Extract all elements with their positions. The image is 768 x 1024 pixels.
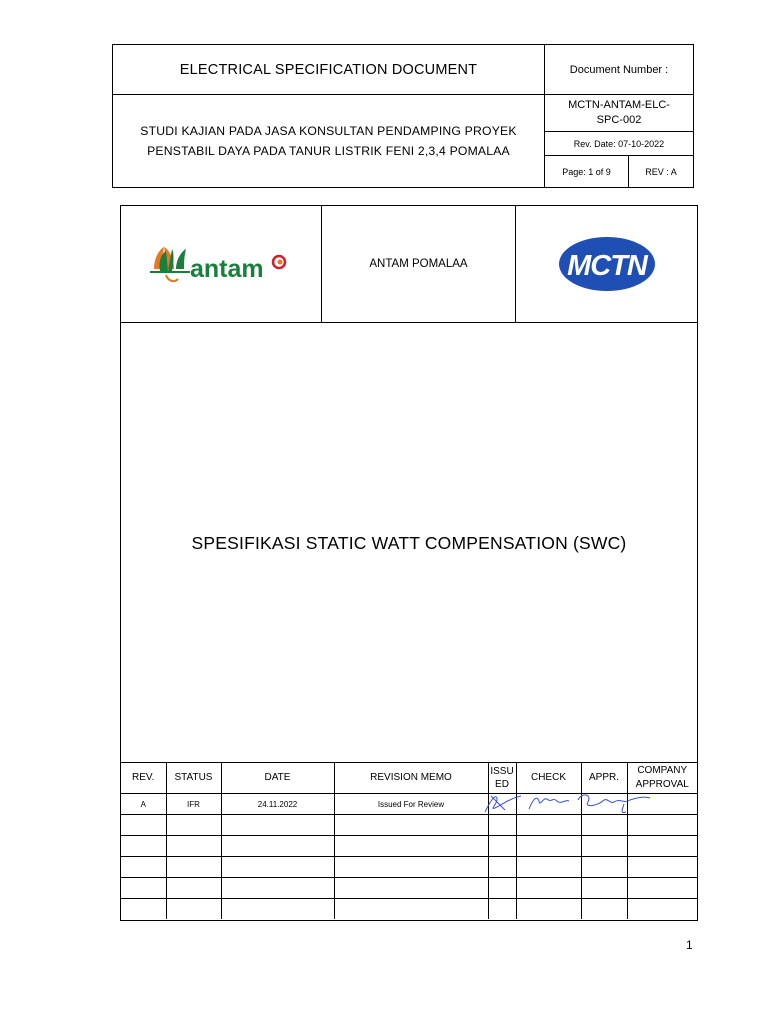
cell-empty <box>488 899 516 920</box>
table-row <box>121 794 697 815</box>
cell-empty <box>516 857 581 878</box>
cell-check-signature <box>516 794 581 815</box>
cell-empty <box>121 878 166 899</box>
cell-empty <box>221 857 334 878</box>
cell-empty <box>516 899 581 920</box>
cell-empty <box>488 857 516 878</box>
cell-date: 24.11.2022 <box>221 794 334 815</box>
cell-empty <box>627 878 697 899</box>
cell-empty <box>121 815 166 836</box>
mctn-wordmark: MCTN <box>566 250 647 282</box>
cell-empty <box>221 836 334 857</box>
antam-emblem-icon <box>150 247 190 281</box>
document-header <box>112 44 694 188</box>
cell-empty <box>121 857 166 878</box>
header-appr: APPR. <box>581 763 627 794</box>
cell-empty <box>627 836 697 857</box>
revision-code: REV : A <box>645 166 677 177</box>
cell-empty <box>166 899 221 920</box>
cell-empty <box>334 899 488 920</box>
cell-empty <box>581 815 627 836</box>
document-title: SPESIFIKASI STATIC WATT COMPENSATION (SWC) <box>191 532 627 553</box>
header-status: STATUS <box>166 763 221 794</box>
cell-empty <box>488 836 516 857</box>
cell-empty <box>334 815 488 836</box>
cell-empty <box>221 899 334 920</box>
antam-ring-icon <box>273 256 285 268</box>
cell-empty <box>221 815 334 836</box>
header-check: CHECK <box>516 763 581 794</box>
antam-logo-cell <box>121 206 322 323</box>
mctn-logo <box>557 235 657 293</box>
antam-logo <box>146 239 296 289</box>
company-name: ANTAM POMALAA <box>322 206 516 323</box>
cell-empty <box>516 836 581 857</box>
table-row <box>121 899 697 920</box>
antam-wordmark: antam <box>190 255 264 283</box>
cell-empty <box>121 899 166 920</box>
header-company-approval: COMPANY APPROVAL <box>627 763 697 794</box>
cell-empty <box>221 878 334 899</box>
document-type-title: ELECTRICAL SPECIFICATION DOCUMENT <box>113 45 545 95</box>
page-number: 1 <box>686 938 693 952</box>
cell-empty <box>334 878 488 899</box>
cell-empty <box>121 836 166 857</box>
cell-empty <box>627 857 697 878</box>
cell-empty <box>334 857 488 878</box>
appr-signature-icon <box>574 790 654 816</box>
cell-empty <box>516 815 581 836</box>
cell-empty <box>166 815 221 836</box>
cell-empty <box>581 878 627 899</box>
cell-empty <box>581 857 627 878</box>
table-row <box>121 815 697 836</box>
table-row <box>121 836 697 857</box>
cell-empty <box>627 815 697 836</box>
document-number-label: Document Number : <box>545 45 693 95</box>
cell-appr-signature <box>581 794 627 815</box>
cell-empty <box>516 878 581 899</box>
table-row <box>121 857 697 878</box>
project-title-line-2: PENSTABIL DAYA PADA TANUR LISTRIK FENI 2,3,4 POMALAA <box>147 144 510 158</box>
document-id: MCTN-ANTAM-ELC-SPC-002 <box>545 95 693 132</box>
table-row <box>121 878 697 899</box>
revision-table-header <box>121 763 697 794</box>
header-issued: ISSUED <box>488 763 516 794</box>
revision-table <box>121 762 697 919</box>
cell-empty <box>488 815 516 836</box>
cell-empty <box>166 878 221 899</box>
cell-empty <box>581 899 627 920</box>
cell-empty <box>166 857 221 878</box>
cell-empty <box>488 878 516 899</box>
cell-status: IFR <box>166 794 221 815</box>
mctn-logo-cell <box>516 206 697 323</box>
cover-frame <box>120 205 698 921</box>
cell-empty <box>334 836 488 857</box>
cell-issued-signature <box>488 794 516 815</box>
project-title-line-1: STUDI KAJIAN PADA JASA KONSULTAN PENDAMPING PROYEK <box>140 124 517 138</box>
header-rev: REV. <box>121 763 166 794</box>
cell-rev: A <box>121 794 166 815</box>
page-count: Page: 1 of 9 <box>545 156 629 187</box>
cell-empty <box>166 836 221 857</box>
header-date: DATE <box>221 763 334 794</box>
header-revision-memo: REVISION MEMO <box>334 763 488 794</box>
check-signature-icon <box>523 791 573 815</box>
cell-revision-memo: Issued For Review <box>334 794 488 815</box>
cell-empty <box>627 899 697 920</box>
cell-empty <box>581 836 627 857</box>
revision-date: Rev. Date: 07-10-2022 <box>545 132 693 156</box>
project-title <box>113 95 545 187</box>
